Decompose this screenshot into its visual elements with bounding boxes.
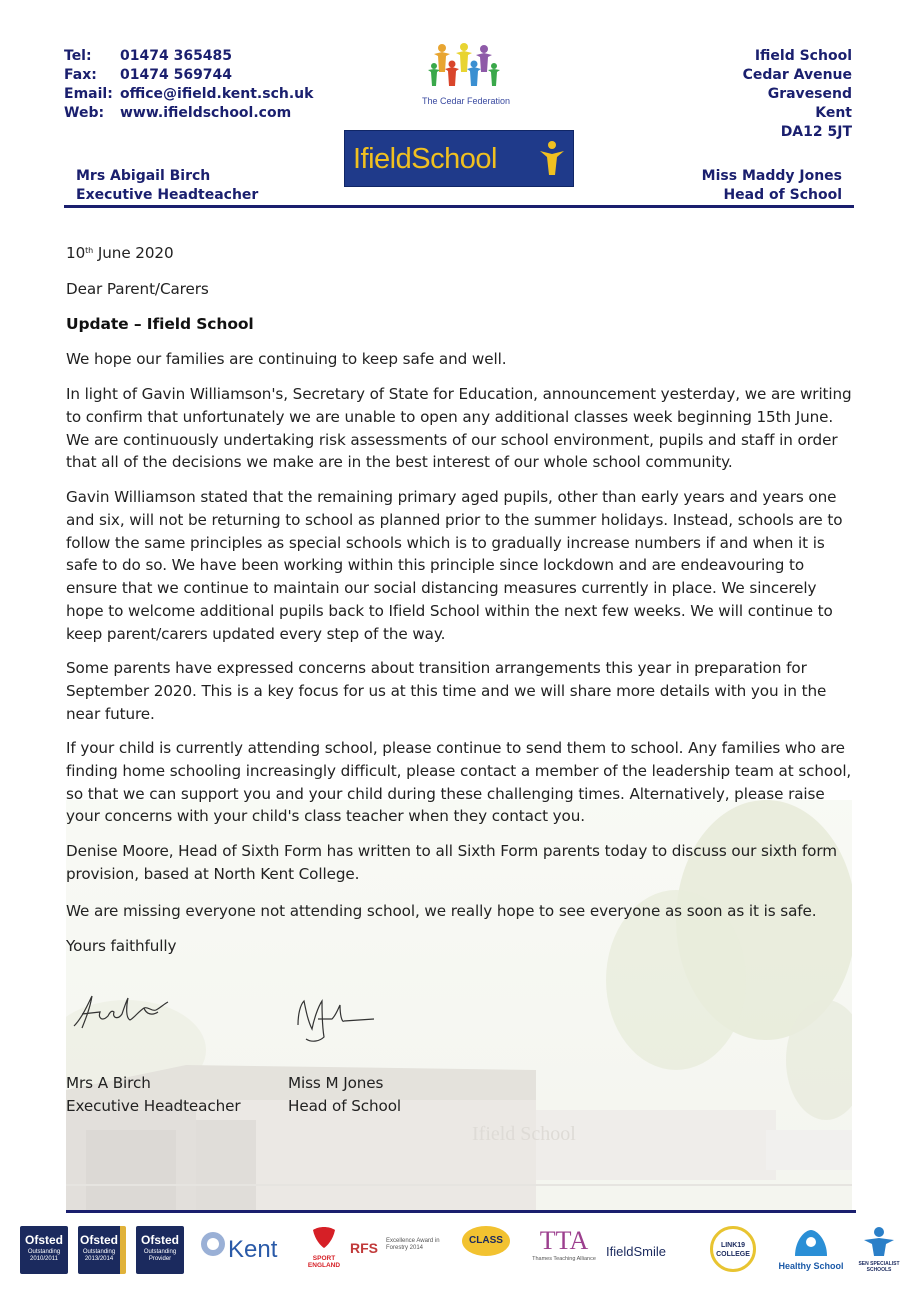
ifield-figure-icon bbox=[537, 139, 567, 179]
contact-details bbox=[64, 47, 313, 123]
letter-paragraph: We hope our families are continuing to keep safe and well. bbox=[66, 350, 507, 368]
ifield-smile-logo-icon: IfieldSmile bbox=[606, 1244, 666, 1259]
ifield-school-logo bbox=[344, 130, 574, 187]
birch-signature bbox=[68, 988, 178, 1038]
letter-paragraph: If your child is currently attending school, please continue to send them to school. Any families who are finding home schooling increasingly difficult, please contact a member of the leadership team at school, so that we can support you and your child during these challenging times. Alternatively, please raise your concerns with your child's class teacher when they contact you. bbox=[66, 739, 852, 826]
letter-paragraph: Some parents have expressed concerns about transition arrangements this year in preparation for September 2020. This is a key focus for us at this time and we will share more details with you in the near future. bbox=[66, 659, 827, 723]
class-logo-icon: CLASS bbox=[462, 1226, 514, 1276]
executive-headteacher-block bbox=[76, 167, 258, 205]
signatory-birch bbox=[66, 1072, 241, 1118]
header-divider bbox=[64, 205, 854, 208]
web-link[interactable]: www.ifieldschool.com bbox=[120, 105, 292, 121]
tta-logo-icon: TTA Thames Teaching Alliance bbox=[532, 1226, 596, 1262]
photo-sign-text: Ifield School bbox=[472, 1123, 576, 1145]
salutation: Dear Parent/Carers bbox=[66, 280, 209, 298]
link19-college-logo-icon: LINK19 COLLEGE bbox=[710, 1226, 766, 1276]
letter-subject: Update – Ifield School bbox=[66, 315, 254, 333]
head-title: Head of School bbox=[723, 187, 842, 203]
web-label: Web: bbox=[64, 105, 105, 121]
kent-logo-icon: Kent bbox=[198, 1226, 294, 1276]
address-line: Gravesend bbox=[767, 86, 852, 102]
signatory-title: Head of School bbox=[288, 1096, 402, 1115]
sport-england-logo-icon: SPORT ENGLAND bbox=[302, 1226, 346, 1276]
tel-label: Tel: bbox=[64, 48, 92, 64]
email-label: Email: bbox=[64, 86, 113, 102]
ofsted-outstanding-provider-icon: Ofsted Outstanding Provider bbox=[136, 1226, 184, 1274]
address-line: Ifield School bbox=[754, 48, 852, 64]
fax-label: Fax: bbox=[64, 67, 97, 83]
healthy-school-logo-icon: Healthy School bbox=[774, 1226, 848, 1276]
letter-date: 10th June 2020 bbox=[66, 244, 174, 262]
letter-paragraph: In light of Gavin Williamson's, Secretary of State for Education, announcement yesterday, we are writing to confirm that unfortunately we are unable to open any additional classes week beginning 15th June. We are continuously undertaking risk assessments of our school environment, pupils and staff in order that all of the decisions we make are in the best interest of our whole school community. bbox=[66, 385, 852, 472]
ifield-school-logo-text: IfieldSchool bbox=[353, 143, 497, 175]
signatory-name: Mrs A Birch bbox=[66, 1074, 151, 1092]
fax-value: 01474 569744 bbox=[120, 67, 233, 83]
tel-value: 01474 365485 bbox=[120, 48, 233, 64]
signatory-title: Executive Headteacher bbox=[66, 1096, 241, 1115]
signatory-jones bbox=[288, 1072, 401, 1118]
ofsted-outstanding-2013-icon: Ofsted Outstanding 2013/2014 bbox=[78, 1226, 126, 1274]
exec-title: Executive Headteacher bbox=[76, 187, 259, 203]
letter-paragraph: Denise Moore, Head of Sixth Form has written to all Sixth Form parents today to discuss our sixth form provision, based at North Kent College. bbox=[66, 842, 837, 883]
signatory-name: Miss M Jones bbox=[288, 1074, 384, 1092]
head-name: Miss Maddy Jones bbox=[701, 168, 842, 184]
jones-signature bbox=[292, 995, 382, 1050]
address-line: Cedar Avenue bbox=[742, 67, 852, 83]
letter-paragraph: We are missing everyone not attending school, we really hope to see everyone as soon as it is safe. bbox=[66, 902, 817, 920]
sen-specialist-schools-logo-icon: SEN SPECIALIST SCHOOLS bbox=[852, 1226, 906, 1276]
school-address bbox=[743, 47, 852, 142]
footer-divider bbox=[66, 1210, 856, 1213]
address-line: Kent bbox=[815, 105, 852, 121]
email-link[interactable]: office@ifield.kent.sch.uk bbox=[120, 86, 314, 102]
federation-name: The Cedar Federation bbox=[421, 96, 511, 106]
cedar-federation-figures-icon bbox=[412, 42, 520, 90]
head-of-school-block bbox=[702, 167, 842, 205]
cedar-federation-logo bbox=[412, 42, 520, 104]
ofsted-outstanding-2010-icon: Ofsted Outstanding 2010/2011 bbox=[20, 1226, 68, 1274]
rfs-logo-icon: RFS Excellence Award in Forestry 2014 bbox=[350, 1238, 440, 1256]
exec-name: Mrs Abigail Birch bbox=[76, 168, 211, 184]
closing: Yours faithfully bbox=[66, 937, 177, 955]
address-line: DA12 5JT bbox=[780, 124, 852, 140]
letter-paragraph: Gavin Williamson stated that the remaining primary aged pupils, other than early years and years one and six, will not be returning to school as planned prior to the summer holidays. Instead, schools are to follow the same principles as special schools which is to gradually increase numbers if and when it is safe to do so. We have been working within this principle since lockdown and are endeavouring to ensure that we continue to maintain our social distancing measures currently in place. We sincerely hope to welcome additional pupils back to Ifield School within the next few weeks. We will continue to keep parent/carers updated every step of the way. bbox=[66, 488, 843, 643]
